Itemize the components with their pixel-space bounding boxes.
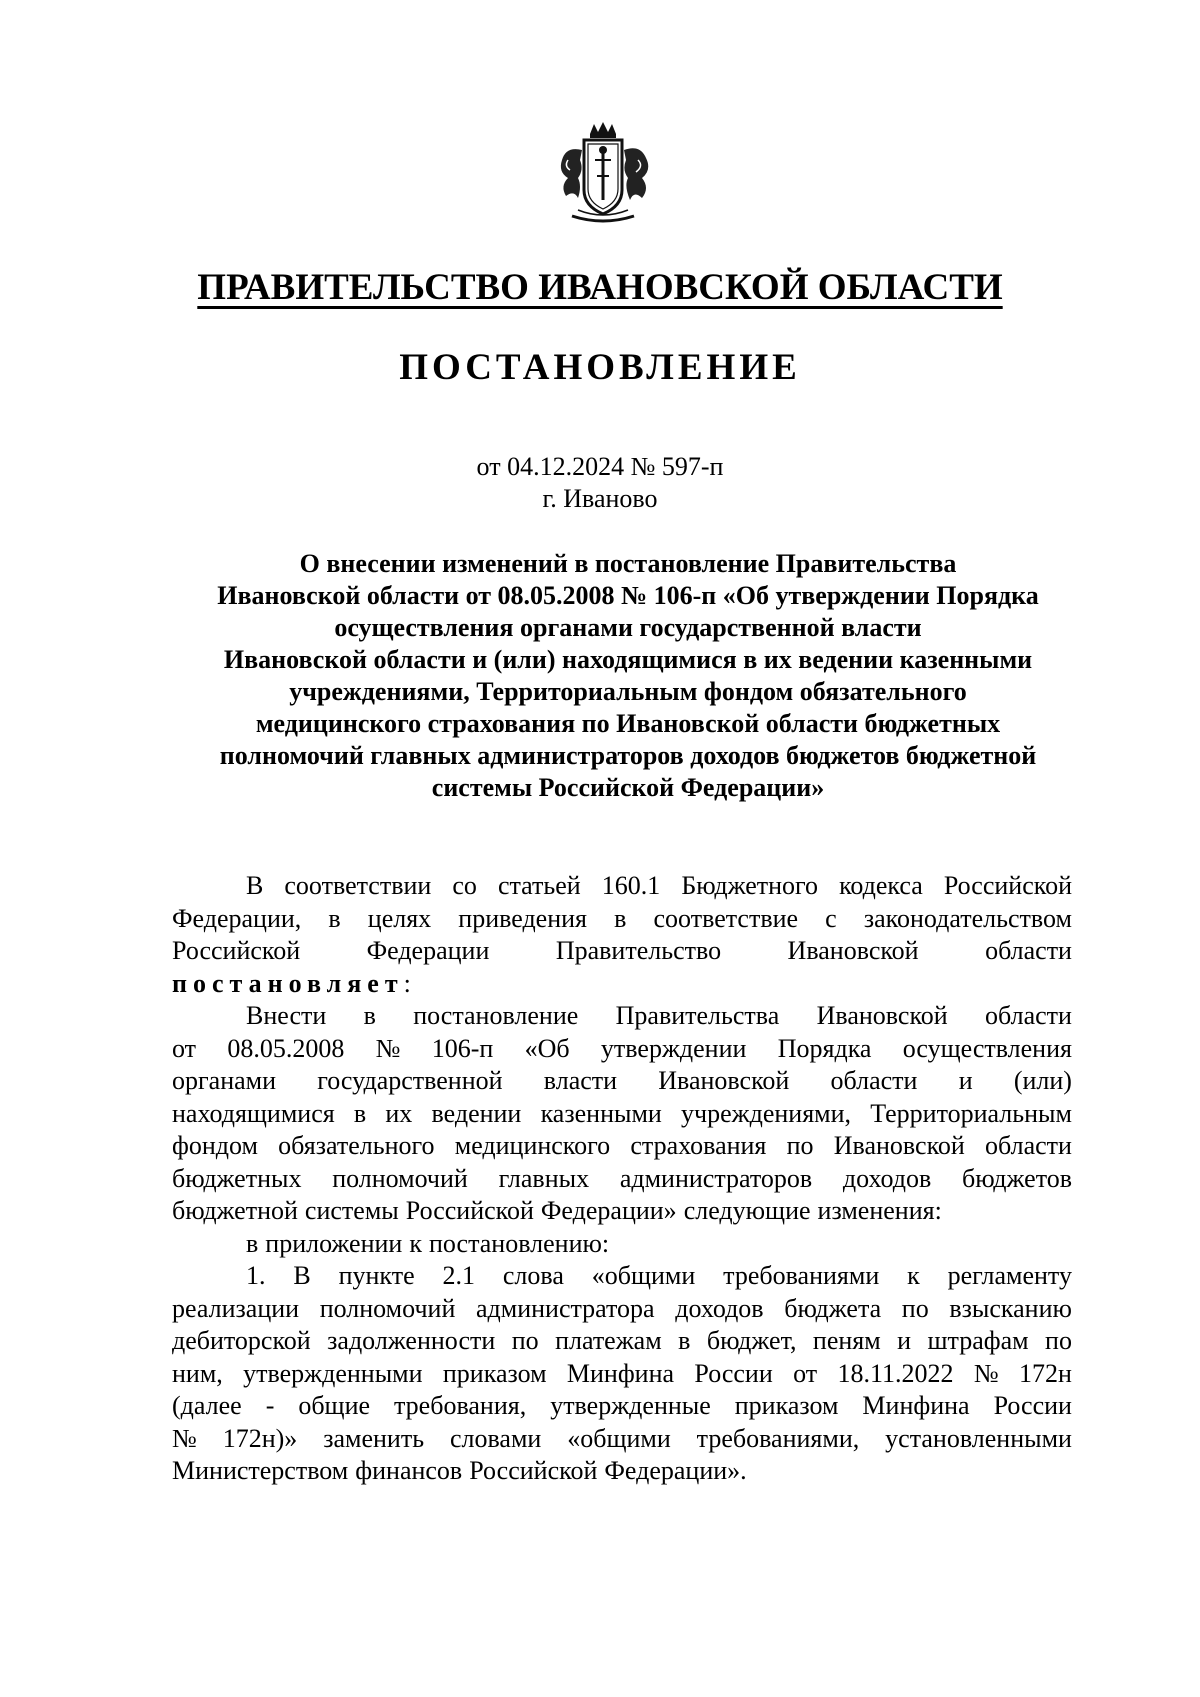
word: главных xyxy=(498,1163,590,1193)
word: Порядка xyxy=(777,1033,872,1063)
word: бюджет, xyxy=(706,1326,797,1355)
word: Российской xyxy=(405,1196,534,1225)
subject-line: Ивановской области от 08.05.2008 № 106-п «Об утверждении Порядка xyxy=(217,581,1039,610)
body-line xyxy=(172,903,1072,936)
word: в xyxy=(614,903,627,933)
word: доходов xyxy=(842,1163,932,1193)
word: по xyxy=(1045,1326,1072,1355)
subject-line: полномочий главных администраторов доходов бюджетов бюджетной xyxy=(219,741,1037,770)
word: установленными xyxy=(885,1423,1072,1453)
word: Минфина xyxy=(566,1358,675,1388)
body-line xyxy=(172,870,1072,903)
word: полномочий xyxy=(332,1163,468,1193)
word: штрафам xyxy=(927,1326,1029,1355)
word: требованиями xyxy=(723,1261,880,1290)
word: «общими xyxy=(567,1423,671,1453)
word: области xyxy=(985,936,1072,965)
document-date-number: от 04.12.2024 № 597-п xyxy=(476,452,724,481)
document-subject xyxy=(168,548,1088,804)
word: кодекса xyxy=(839,871,923,900)
word: 18.11.2022 xyxy=(837,1358,954,1388)
word: к xyxy=(409,1228,422,1258)
word: В xyxy=(246,871,264,900)
word: заменить xyxy=(323,1423,425,1453)
word: утверждении xyxy=(600,1033,747,1063)
word: утвержденные xyxy=(550,1391,711,1420)
word: № xyxy=(973,1358,999,1388)
word: по xyxy=(511,1326,539,1355)
document-type: ПОСТАНОВЛЕНИЕ xyxy=(399,347,801,388)
body-line xyxy=(172,968,1072,1001)
word: ведении xyxy=(431,1098,522,1128)
body-line xyxy=(172,1098,1072,1131)
body-line xyxy=(172,1033,1072,1066)
word: России xyxy=(993,1391,1072,1420)
word: финансов xyxy=(355,1456,463,1485)
word: 106-п xyxy=(431,1033,494,1063)
word: Федерации». xyxy=(604,1456,747,1485)
body-line xyxy=(172,1293,1072,1326)
word: учреждениями, xyxy=(681,1098,852,1128)
word: и xyxy=(897,1326,912,1355)
word: органами xyxy=(172,1066,277,1095)
word: со xyxy=(452,871,477,900)
word: реализации xyxy=(172,1293,300,1323)
word: приложении xyxy=(265,1228,403,1258)
document-city: г. Иваново xyxy=(542,484,658,513)
word: ним, xyxy=(172,1358,223,1388)
word: в xyxy=(353,1098,367,1128)
word: фондом xyxy=(172,1131,258,1160)
word: законодательством xyxy=(863,903,1072,933)
word: медицинского xyxy=(454,1131,611,1160)
word: по xyxy=(901,1293,929,1323)
word: приказом xyxy=(442,1358,547,1388)
document-body xyxy=(172,870,1072,1488)
word: статьей xyxy=(497,871,581,900)
word: платежам xyxy=(555,1326,662,1355)
word: Ивановской xyxy=(787,936,919,965)
word: пеням xyxy=(812,1326,881,1355)
word: России xyxy=(694,1358,773,1388)
subject-line: О внесении изменений в постановление Правительства xyxy=(299,549,957,578)
word: области xyxy=(985,1131,1072,1160)
coat-of-arms-icon xyxy=(548,120,658,230)
word: общие xyxy=(298,1391,371,1420)
word: 160.1 xyxy=(601,871,661,900)
word: Минфина xyxy=(862,1391,970,1420)
word: № xyxy=(172,1423,197,1453)
word: приведения xyxy=(458,903,588,933)
word: «Об xyxy=(524,1033,570,1063)
word: бюджета xyxy=(784,1293,882,1323)
word: Российской xyxy=(469,1456,598,1485)
word: слова xyxy=(502,1261,564,1290)
word: 172н xyxy=(1018,1358,1072,1388)
word: власти xyxy=(543,1066,618,1095)
word: целях xyxy=(367,903,432,933)
word: Министерством xyxy=(172,1456,349,1485)
word: соответствие xyxy=(653,903,799,933)
word: Ивановской xyxy=(816,1001,948,1030)
word: (или) xyxy=(1013,1066,1072,1095)
word: Федерации xyxy=(366,936,490,965)
word: в xyxy=(246,1228,259,1258)
body-line xyxy=(172,1065,1072,1098)
word: В xyxy=(293,1261,311,1290)
word: администраторов xyxy=(619,1163,813,1193)
word: регламенту xyxy=(947,1261,1072,1290)
body-line xyxy=(172,1358,1072,1391)
word: требования, xyxy=(394,1391,527,1420)
word: Российской xyxy=(943,871,1072,900)
word: взысканию xyxy=(949,1293,1072,1323)
word: словами xyxy=(449,1423,542,1453)
word: приказом xyxy=(734,1391,839,1420)
word: обязательного xyxy=(278,1131,435,1160)
word: бюджетов xyxy=(961,1163,1072,1193)
word: к xyxy=(907,1261,920,1290)
word: Федерации» xyxy=(540,1196,677,1225)
body-line xyxy=(172,1325,1072,1358)
word: Внести xyxy=(246,1001,327,1030)
word: доходов xyxy=(675,1293,764,1323)
body-line xyxy=(172,1130,1072,1163)
body-line xyxy=(172,1163,1072,1196)
body-line xyxy=(172,1423,1072,1456)
word: с xyxy=(825,903,837,933)
body-line xyxy=(172,1390,1072,1423)
word: - xyxy=(265,1391,275,1420)
word: постановлению: xyxy=(428,1228,610,1258)
word: от xyxy=(172,1033,197,1063)
word: 172н)» xyxy=(222,1423,298,1453)
body-line xyxy=(172,1228,1072,1261)
word: 08.05.2008 xyxy=(227,1033,345,1063)
word: в xyxy=(328,903,341,933)
word: соответствии xyxy=(284,871,432,900)
word: следующие xyxy=(683,1196,811,1225)
word: Бюджетного xyxy=(681,871,819,900)
subject-line: осуществления органами государственной власти xyxy=(334,613,922,642)
word: постановление xyxy=(413,1001,579,1030)
word: утвержденными xyxy=(243,1358,423,1388)
word: Правительство xyxy=(555,936,722,965)
word: в xyxy=(363,1001,376,1030)
subject-line: системы Российской Федерации» xyxy=(431,773,825,802)
government-title: ПРАВИТЕЛЬСТВО ИВАНОВСКОЙ ОБЛАСТИ xyxy=(197,267,1003,308)
word: Федерации, xyxy=(172,903,302,933)
word: осуществления xyxy=(902,1033,1072,1063)
word: области xyxy=(830,1066,918,1095)
word: системы xyxy=(304,1196,399,1225)
word: области xyxy=(985,1001,1072,1030)
subject-line: медицинского страхования по Ивановской области бюджетных xyxy=(255,709,1001,738)
word: администратора xyxy=(475,1293,655,1323)
word: пункте xyxy=(338,1261,415,1290)
word: бюджетной xyxy=(172,1196,298,1225)
word: 1. xyxy=(246,1261,266,1290)
body-line xyxy=(172,1260,1072,1293)
word: (далее xyxy=(172,1391,242,1420)
word: государственной xyxy=(317,1066,503,1095)
body-line xyxy=(172,1000,1072,1033)
decree-colon: : xyxy=(403,968,411,998)
word: полномочий xyxy=(319,1293,456,1323)
word: их xyxy=(385,1098,413,1128)
word: Российской xyxy=(172,936,301,965)
subject-line: учреждениями, Территориальным фондом обязательного xyxy=(289,677,967,706)
word: Правительства xyxy=(615,1001,780,1030)
word: бюджетных xyxy=(172,1163,302,1193)
word: № xyxy=(375,1033,401,1063)
word: требованиями, xyxy=(696,1423,860,1453)
word: Территориальным xyxy=(870,1098,1072,1128)
word: от xyxy=(793,1358,818,1388)
word: в xyxy=(678,1326,691,1355)
word: «общими xyxy=(591,1261,696,1290)
word: 2.1 xyxy=(442,1261,475,1290)
word: Ивановской xyxy=(658,1066,790,1095)
body-line xyxy=(172,1455,1072,1488)
word: и xyxy=(958,1066,973,1095)
word: Ивановской xyxy=(833,1131,965,1160)
word: находящимися xyxy=(172,1098,335,1128)
body-line xyxy=(172,1195,1072,1228)
word: по xyxy=(786,1131,814,1160)
word: задолженности xyxy=(327,1326,496,1355)
subject-line: Ивановской области и (или) находящимися в их ведении казенными xyxy=(223,645,1033,674)
word: казенными xyxy=(540,1098,662,1128)
decree-word: постановляет xyxy=(172,968,404,998)
word: дебиторской xyxy=(172,1326,311,1355)
word: изменения: xyxy=(817,1196,942,1225)
body-line xyxy=(172,935,1072,968)
word: страхования xyxy=(630,1131,767,1160)
